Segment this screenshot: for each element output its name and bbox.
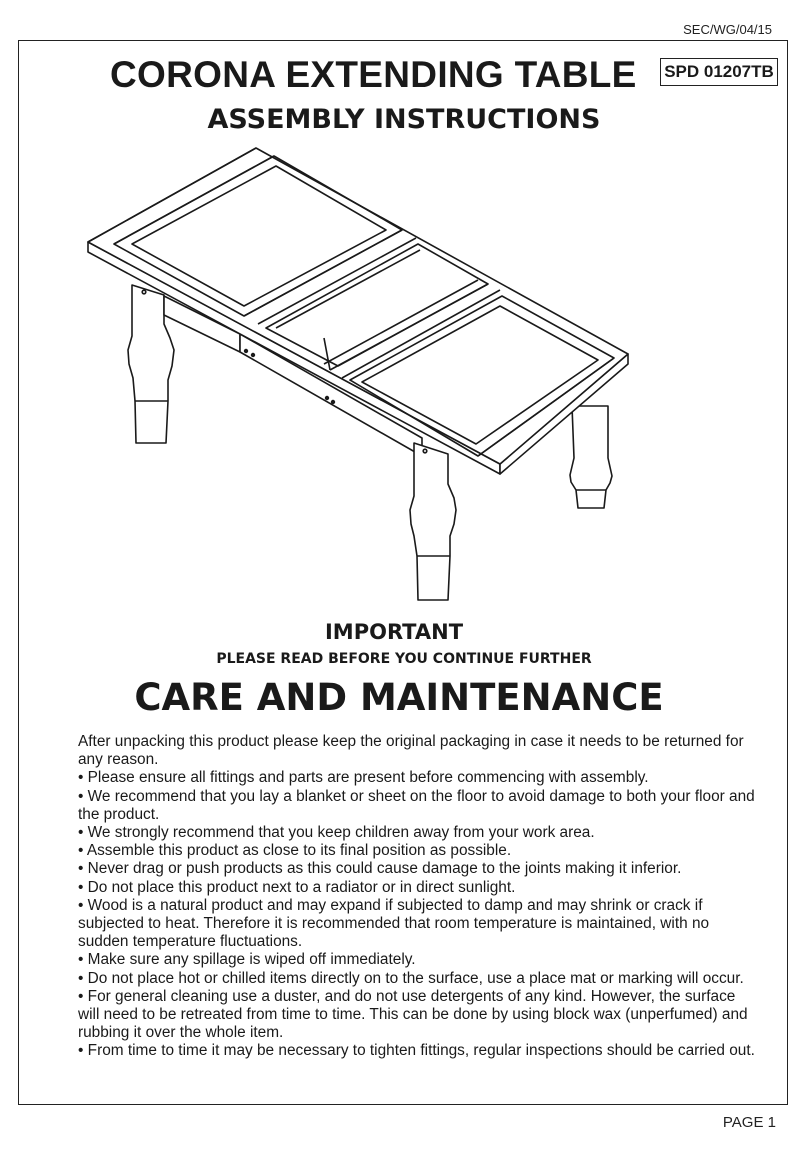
- product-title: CORONA EXTENDING TABLE: [110, 54, 637, 95]
- page-number: PAGE 1: [722, 1114, 776, 1131]
- care-bullet: • We recommend that you lay a blanket or sheet on the floor to avoid damage to both your floor and the product.: [78, 787, 755, 823]
- care-maintenance-heading: CARE AND MAINTENANCE: [134, 676, 664, 719]
- care-bullet: • Do not place hot or chilled items directly on to the surface, use a place mat or marking will occur.: [78, 969, 744, 987]
- document-reference: SEC/WG/04/15: [683, 22, 772, 37]
- care-bullet: • Never drag or push products as this could cause damage to the joints making it inferior.: [78, 860, 682, 878]
- care-instructions: [78, 733, 758, 1061]
- extending-table-illustration: [80, 138, 640, 608]
- care-bullet: • Do not place this product next to a radiator or in direct sunlight.: [78, 878, 516, 896]
- table-leg-back-right: [570, 406, 612, 508]
- care-paragraph: After unpacking this product please keep the original packaging in case it needs to be returned for any reason.: [78, 733, 744, 769]
- care-bullet: • Wood is a natural product and may expand if subjected to damp and may shrink or crack if subjected to heat. Therefore it is recommended that room temperature is maintained, with no sudden temperature fluctuations.: [78, 896, 710, 951]
- care-bullet: • From time to time it may be necessary to tighten fittings, regular inspections should be carried out.: [78, 1042, 755, 1060]
- important-heading: IMPORTANT: [324, 620, 464, 644]
- care-bullet: • For general cleaning use a duster, and do not use detergents of any kind. However, the surface will need to be retreated from time to time. This can be done by using block wax (unperfumed) and rubbing it over the whole item.: [78, 987, 748, 1042]
- care-bullet: • Make sure any spillage is wiped off immediately.: [78, 951, 416, 969]
- read-before-notice: PLEASE READ BEFORE YOU CONTINUE FURTHER: [216, 651, 592, 667]
- subtitle: ASSEMBLY INSTRUCTIONS: [207, 104, 601, 135]
- care-bullet: • Assemble this product as close to its final position as possible.: [78, 842, 512, 860]
- care-bullet: • We strongly recommend that you keep children away from your work area.: [78, 824, 595, 842]
- care-bullet: • Please ensure all fittings and parts are present before commencing with assembly.: [78, 769, 649, 787]
- table-leg-front-right: [410, 443, 456, 600]
- product-code-box: SPD 01207TB: [660, 58, 778, 86]
